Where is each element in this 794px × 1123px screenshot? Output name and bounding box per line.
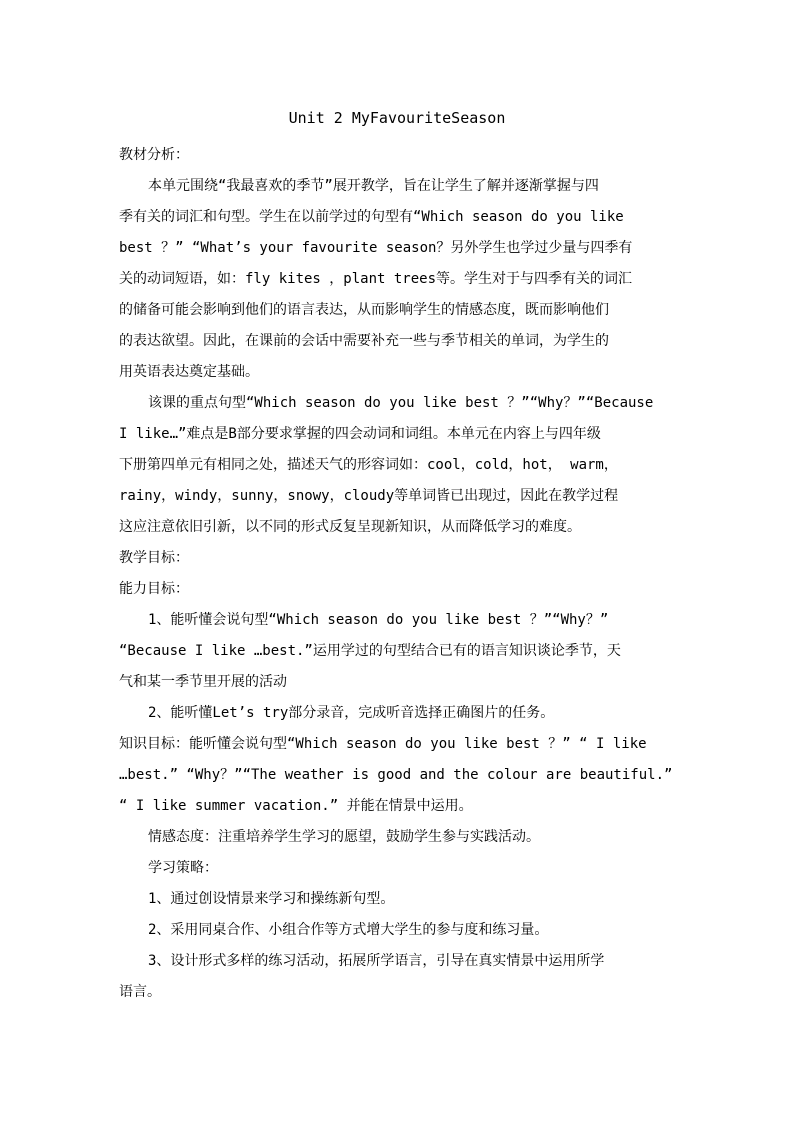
paragraph-line: 用英语表达奠定基础。 bbox=[119, 364, 259, 380]
section-heading-analysis: 教材分析： bbox=[119, 147, 189, 163]
paragraph-line: 气和某一季节里开展的活动 bbox=[119, 674, 287, 690]
list-item: 2、采用同桌合作、小组合作等方式增大学生的参与度和练习量。 bbox=[148, 922, 549, 938]
paragraph-line: …best.” “Why？”“The weather is good and the colour are beautiful.” bbox=[119, 767, 673, 783]
section-heading-knowledge: 知识目标：能听懂会说句型“Which season do you like best ？” “ I like bbox=[119, 736, 647, 752]
list-item: 3、设计形式多样的练习活动，拓展所学语言，引导在真实情景中运用所学 bbox=[148, 953, 605, 969]
document-title: Unit 2 MyFavouriteSeason bbox=[288, 109, 506, 127]
paragraph-line: 的储备可能会影响到他们的语言表达，从而影响学生的情感态度，既而影响他们 bbox=[119, 302, 609, 318]
paragraph-line: “Because I like …best.”运用学过的句型结合已有的语言知识谈论季节，天 bbox=[119, 643, 621, 659]
list-item: 1、通过创设情景来学习和操练新句型。 bbox=[148, 891, 395, 907]
paragraph-line: best ？” “What’s your favourite season？另外学生也学过少量与四季有 bbox=[119, 240, 633, 256]
paragraph-line: 这应注意依旧引新，以不同的形式反复呈现新知识，从而降低学习的难度。 bbox=[119, 519, 581, 535]
paragraph-line: 语言。 bbox=[119, 984, 161, 1000]
paragraph-line: 该课的重点句型“Which season do you like best ？”“Why？”“Because bbox=[148, 395, 654, 411]
paragraph-line: 关的动词短语，如：fly kites ，plant trees等。学生对于与四季有关的词汇 bbox=[119, 271, 633, 287]
section-heading-objectives: 教学目标： bbox=[119, 550, 189, 566]
section-heading-ability: 能力目标： bbox=[119, 581, 189, 597]
paragraph-line: 季有关的词汇和句型。学生在以前学过的句型有“Which season do you like bbox=[119, 209, 624, 225]
list-item: 2、能听懂Let’s try部分录音，完成听音选择正确图片的任务。 bbox=[148, 705, 555, 721]
paragraph-line: 下册第四单元有相同之处，描述天气的形容词如：cool，cold，hot， warm， bbox=[119, 457, 618, 473]
section-heading-attitude: 情感态度：注重培养学生学习的愿望，鼓励学生参与实践活动。 bbox=[148, 829, 540, 845]
paragraph-line: I like…”难点是B部分要求掌握的四会动词和词组。本单元在内容上与四年级 bbox=[119, 426, 601, 442]
section-heading-strategy: 学习策略： bbox=[148, 860, 218, 876]
paragraph-line: 本单元围绕“我最喜欢的季节”展开教学，旨在让学生了解并逐渐掌握与四 bbox=[148, 178, 599, 194]
paragraph-line: rainy，windy，sunny，snowy，cloudy等单词皆已出现过，因此在教学过程 bbox=[119, 488, 619, 504]
list-item: 1、能听懂会说句型“Which season do you like best ？”“Why？” bbox=[148, 612, 609, 628]
paragraph-line: 的表达欲望。因此，在课前的会话中需要补充一些与季节相关的单词，为学生的 bbox=[119, 333, 609, 349]
paragraph-line: “ I like summer vacation.” 并能在情景中运用。 bbox=[119, 798, 473, 814]
